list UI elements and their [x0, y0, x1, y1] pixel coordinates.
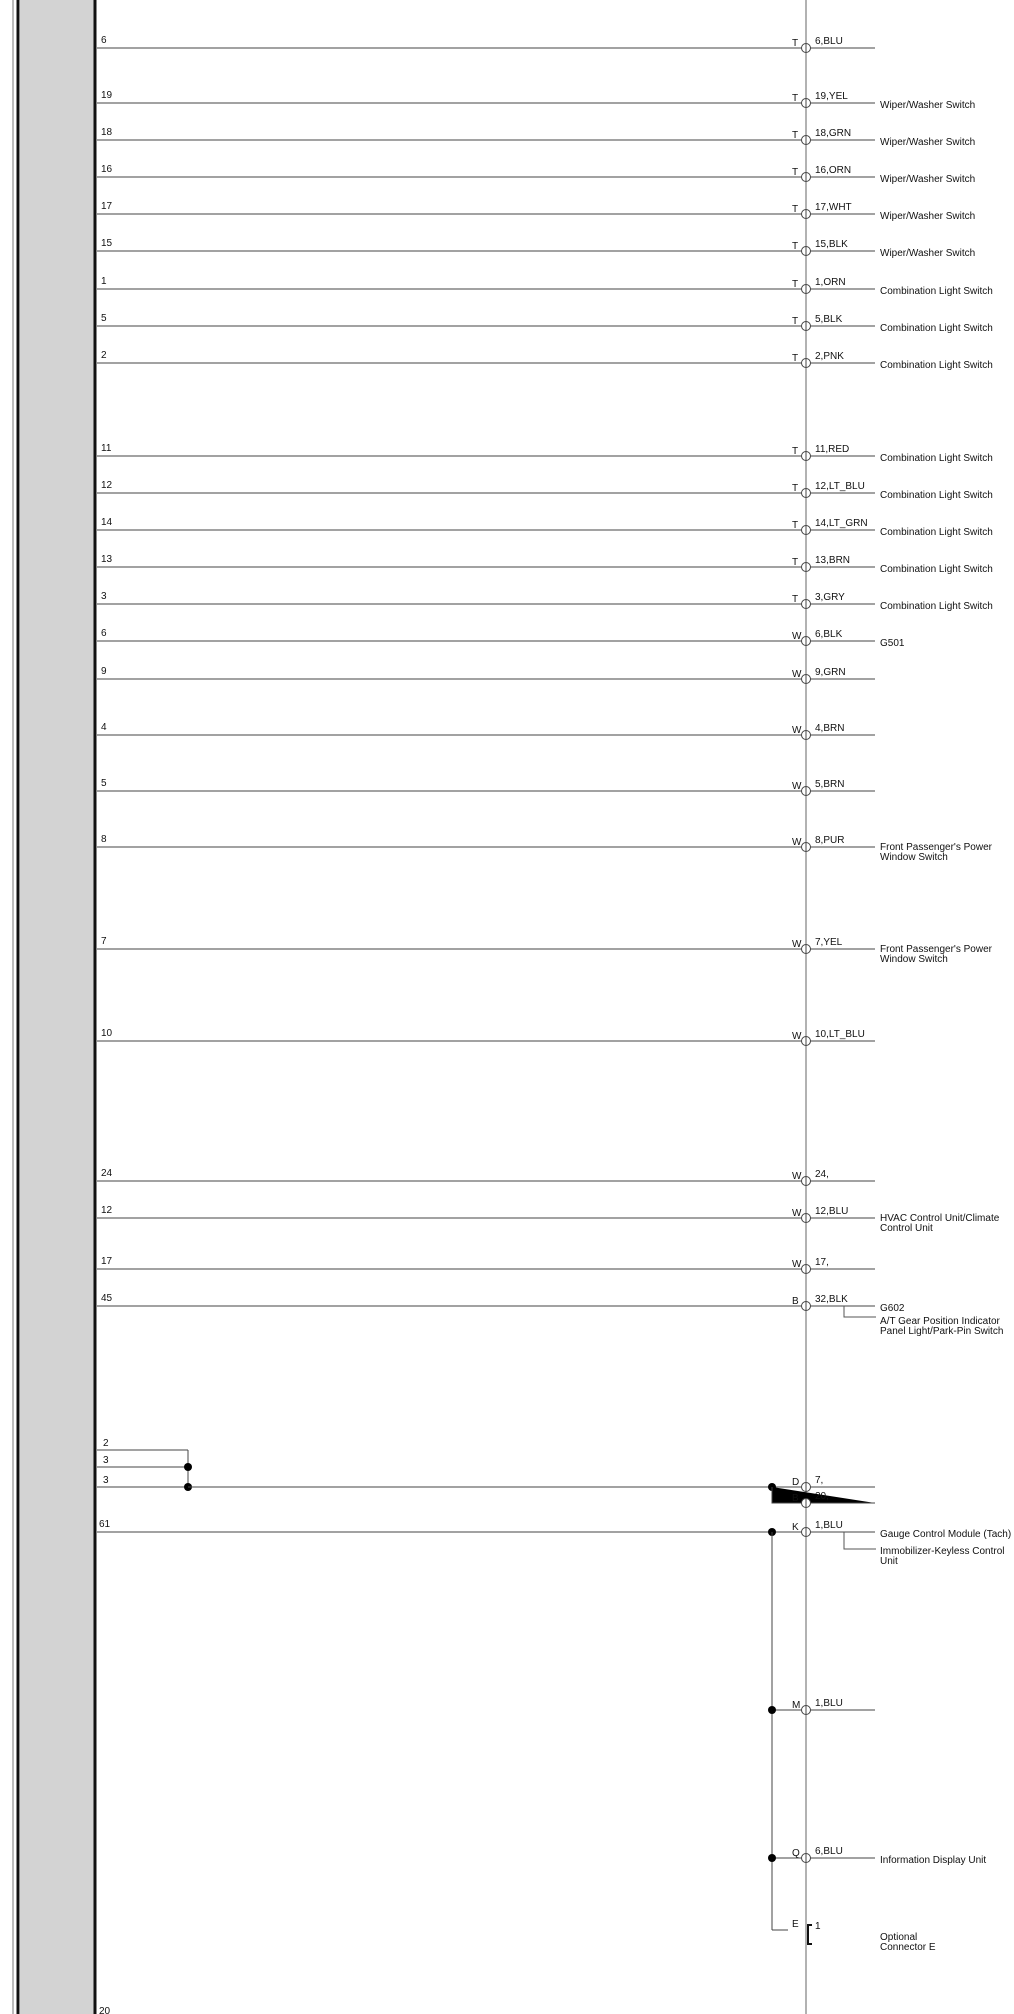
wire-row [97, 1205, 1000, 1234]
wire-conn-letter: T [792, 279, 799, 290]
wire-color-label: 19,YEL [815, 91, 848, 102]
wire-row [97, 778, 875, 796]
wire-dest-label: Wiper/Washer Switch [880, 248, 976, 259]
wire-dest-label: Wiper/Washer Switch [880, 100, 976, 111]
left-pin-number: 24 [101, 1168, 113, 1179]
splice-pin-number: 3 [103, 1455, 109, 1466]
left-pin-number: 17 [101, 201, 113, 212]
wire-conn-letter: W [792, 1259, 802, 1270]
left-pin-number: 6 [101, 35, 107, 46]
splice-pin-number: 2 [103, 1438, 109, 1449]
wire-color-label: 11,RED [815, 444, 850, 455]
bus-q-label: 6,BLU [815, 1846, 843, 1857]
wire-color-label: 5,BLK [815, 314, 843, 325]
bus-b-label: 20, [815, 1491, 829, 1502]
wire-color-label: 12,BLU [815, 1206, 849, 1217]
bus-q-dot-icon [768, 1854, 776, 1862]
k-branch-dest-label: Immobilizer-Keyless Control [880, 1546, 1005, 1557]
wire-color-label: 32,BLK [815, 1294, 848, 1305]
wire-conn-letter: W [792, 631, 802, 642]
wire-conn-letter: W [792, 1031, 802, 1042]
left-pin-number: 2 [101, 350, 107, 361]
k-branch-line [844, 1532, 876, 1549]
wire-color-label: 1,ORN [815, 277, 846, 288]
left-pin-number: 8 [101, 834, 107, 845]
wire-dest-label: Front Passenger's Power [880, 944, 992, 955]
wire-color-label: 6,BLU [815, 36, 843, 47]
wire-dest-label: Combination Light Switch [880, 601, 993, 612]
wire-conn-letter: T [792, 204, 799, 215]
wire-dest-label: G501 [880, 638, 905, 649]
bus-d-conn-letter: D [792, 1477, 800, 1488]
wire-dest-label: Wiper/Washer Switch [880, 211, 976, 222]
left-pin-number: 9 [101, 666, 107, 677]
bus-e-label: 1 [815, 1921, 821, 1932]
wire-row [97, 313, 993, 334]
wire-dest-label: Window Switch [880, 852, 948, 863]
bus-e-conn-letter: E [792, 1919, 799, 1930]
bottom-pin-number: 20 [99, 2006, 111, 2014]
wire-row [97, 1168, 875, 1186]
wire-conn-letter: T [792, 353, 799, 364]
left-pin-number: 17 [101, 1256, 113, 1267]
wire-color-label: 13,BRN [815, 555, 851, 566]
wire-color-label: 9,GRN [815, 667, 846, 678]
left-pin-number: 6 [101, 628, 107, 639]
left-pin-number: 5 [101, 313, 107, 324]
wire-dest-label: Combination Light Switch [880, 323, 993, 334]
g602-branch-line [844, 1306, 876, 1317]
bus-q-conn-letter: Q [792, 1848, 800, 1859]
splice-pin-number: 3 [103, 1475, 109, 1486]
left-pin-number: 12 [101, 1205, 113, 1216]
wire-color-label: 17, [815, 1257, 829, 1268]
wire-row [97, 1256, 875, 1274]
wire-color-label: 14,LT_GRN [815, 518, 868, 529]
wire-row [97, 722, 875, 740]
bus-k-conn-letter: K [792, 1522, 799, 1533]
wire-row [97, 164, 975, 185]
wire-conn-letter: W [792, 725, 802, 736]
wire-color-label: 5,BRN [815, 779, 845, 790]
optional-connector-bracket-icon [808, 1925, 812, 1944]
g602-branch-dest-label: Panel Light/Park-Pin Switch [880, 1326, 1004, 1337]
wire-color-label: 7,YEL [815, 937, 843, 948]
wire-conn-letter: T [792, 520, 799, 531]
wire-row [97, 834, 993, 863]
left-pin-number: 11 [101, 443, 112, 454]
bus-k-pin-number: 61 [99, 1519, 111, 1530]
wire-row [97, 238, 975, 259]
wire-dest-label: Combination Light Switch [880, 286, 993, 297]
bus-b-conn-letter: B [792, 1493, 799, 1504]
bus-k-label: 1,BLU [815, 1520, 843, 1531]
left-pin-number: 45 [101, 1293, 113, 1304]
left-pin-number: 3 [101, 591, 107, 602]
left-pin-number: 14 [101, 517, 113, 528]
wire-row [97, 936, 993, 965]
left-pin-number: 1 [101, 276, 107, 287]
wire-conn-letter: T [792, 167, 799, 178]
wire-row [97, 591, 993, 612]
left-pin-number: 19 [101, 90, 113, 101]
wire-color-label: 3,GRY [815, 592, 845, 603]
wire-row [97, 90, 975, 111]
wire-conn-letter: T [792, 38, 799, 49]
wire-conn-letter: T [792, 446, 799, 457]
wire-conn-letter: W [792, 781, 802, 792]
k-branch-dest-label: Unit [880, 1556, 898, 1567]
wire-dest-label: G602 [880, 1303, 905, 1314]
wire-dest-label: Wiper/Washer Switch [880, 137, 976, 148]
left-pin-number: 5 [101, 778, 107, 789]
wire-conn-letter: T [792, 557, 799, 568]
bus-q-dest-label: Information Display Unit [880, 1855, 987, 1866]
wire-row [97, 443, 993, 464]
wire-row [97, 276, 993, 297]
wire-dest-label: Wiper/Washer Switch [880, 174, 976, 185]
wire-color-label: 17,WHT [815, 202, 852, 213]
left-pin-number: 15 [101, 238, 113, 249]
wire-conn-letter: W [792, 837, 802, 848]
wire-dest-label: Combination Light Switch [880, 490, 993, 501]
wire-color-label: 24, [815, 1169, 829, 1180]
bus-k-dest-label: Gauge Control Module (Tach) [880, 1529, 1012, 1540]
left-pin-number: 7 [101, 936, 107, 947]
wire-color-label: 4,BRN [815, 723, 845, 734]
wire-dest-label: Combination Light Switch [880, 360, 993, 371]
wire-conn-letter: T [792, 241, 799, 252]
wire-dest-label: Front Passenger's Power [880, 842, 992, 853]
wire-color-label: 15,BLK [815, 239, 848, 250]
wire-row [97, 350, 993, 371]
bus-e-dest-label: Connector E [880, 1942, 936, 1953]
bus-e-dest-label: Optional [880, 1932, 918, 1943]
wire-color-label: 16,ORN [815, 165, 852, 176]
left-pin-number: 18 [101, 127, 113, 138]
wire-row [97, 480, 993, 501]
g602-branch-dest-label: A/T Gear Position Indicator [880, 1316, 1000, 1327]
wire-dest-label: Control Unit [880, 1223, 933, 1234]
wire-row [97, 1028, 875, 1046]
component-body [20, 0, 94, 2014]
left-pin-number: 13 [101, 554, 113, 565]
wire-color-label: 6,BLK [815, 629, 843, 640]
wire-conn-letter: T [792, 93, 799, 104]
bus-m-conn-letter: M [792, 1700, 801, 1711]
wire-row [97, 554, 993, 575]
wire-row [97, 1293, 905, 1314]
wire-dest-label: HVAC Control Unit/Climate [880, 1213, 1000, 1224]
wire-conn-letter: W [792, 939, 802, 950]
wire-row [97, 517, 993, 538]
wire-conn-letter: T [792, 594, 799, 605]
wire-row [97, 666, 875, 684]
splice-dot-icon [184, 1463, 192, 1471]
wire-conn-letter: W [792, 1208, 802, 1219]
wire-dest-label: Window Switch [880, 954, 948, 965]
wire-conn-letter: T [792, 130, 799, 141]
wire-dest-label: Combination Light Switch [880, 453, 993, 464]
left-pin-number: 16 [101, 164, 113, 175]
wire-dest-label: Combination Light Switch [880, 564, 993, 575]
bus-m-label: 1,BLU [815, 1698, 843, 1709]
wire-row [97, 35, 875, 53]
wire-color-label: 18,GRN [815, 128, 852, 139]
wire-color-label: 12,LT_BLU [815, 481, 865, 492]
wire-color-label: 10,LT_BLU [815, 1029, 865, 1040]
bus-d-label: 7, [815, 1475, 824, 1486]
wire-row [97, 628, 905, 649]
left-pin-number: 12 [101, 480, 113, 491]
wire-color-label: 2,PNK [815, 351, 844, 362]
bus-m-dot-icon [768, 1706, 776, 1714]
wire-conn-letter: W [792, 1171, 802, 1182]
wires-layer [97, 35, 1000, 1314]
wire-dest-label: Combination Light Switch [880, 527, 993, 538]
bus-layer [97, 1306, 1011, 2014]
wire-conn-letter: T [792, 483, 799, 494]
left-pin-number: 4 [101, 722, 107, 733]
wire-row [97, 127, 975, 148]
wire-conn-letter: B [792, 1296, 799, 1307]
wire-row [97, 201, 975, 222]
wire-conn-letter: W [792, 669, 802, 680]
wire-conn-letter: T [792, 316, 799, 327]
left-pin-number: 10 [101, 1028, 113, 1039]
wire-color-label: 8,PUR [815, 835, 845, 846]
